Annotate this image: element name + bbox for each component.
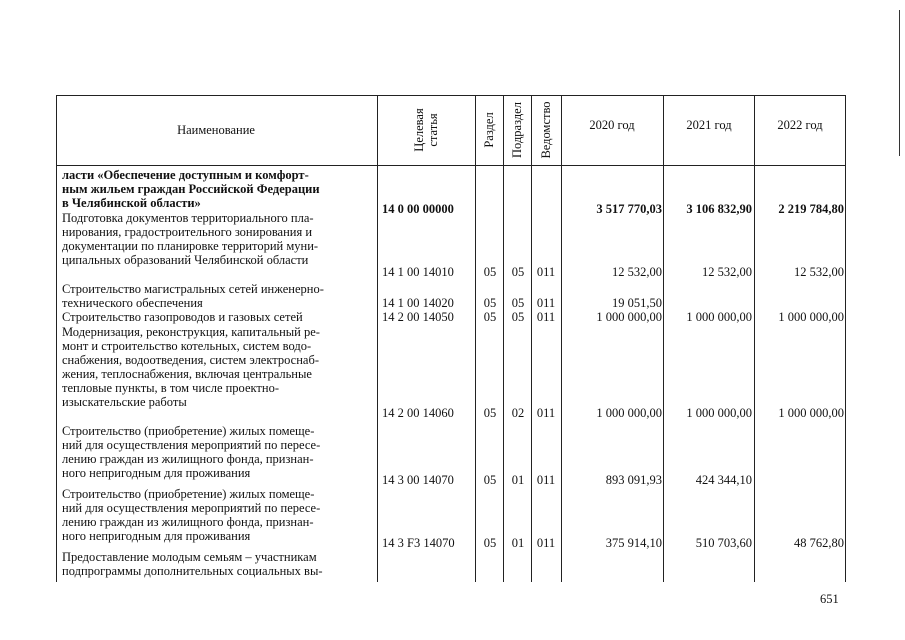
row-1-2021: 12 532,00 — [702, 265, 752, 279]
table-top-border — [56, 95, 845, 96]
row-4-vedomstvo: 011 — [536, 406, 556, 420]
row-3-vedomstvo: 011 — [536, 310, 556, 324]
row-5-name-line: ний для осуществления мероприятий по пересе- — [62, 438, 321, 453]
row-5-2021: 424 344,10 — [695, 473, 752, 487]
row-7-name-line: подпрограммы дополнительных социальных вы- — [62, 564, 323, 579]
row-0-2022: 2 219 784,80 — [778, 202, 844, 216]
row-2-name — [62, 282, 362, 310]
row-0-2020: 3 517 770,03 — [596, 202, 662, 216]
row-6-name-line: Строительство (приобретение) жилых помеще- — [62, 487, 315, 501]
row-4-name-line: изыскательские работы — [62, 395, 187, 410]
row-6-name-line: лению граждан из жилищного фонда, признан- — [62, 515, 314, 530]
scan-edge-mark — [899, 10, 900, 156]
row-1-name-line: документации по планировке территорий муни- — [62, 239, 319, 254]
column-divider-2022 — [754, 95, 755, 582]
header-code — [412, 108, 440, 151]
row-2-name-line: технического обеспечения — [62, 296, 203, 311]
column-divider-razdel — [475, 95, 476, 582]
row-1-razdel: 05 — [483, 265, 497, 279]
row-1-name-line: ципальных образований Челябинской области — [62, 253, 309, 268]
row-1-code: 14 1 00 14010 — [382, 265, 454, 279]
row-4-2021: 1 000 000,00 — [686, 406, 752, 420]
row-1-vedomstvo: 011 — [536, 265, 556, 279]
header-2022: 2022 год — [777, 118, 823, 132]
row-0-name-line: ласти «Обеспечение доступным и комфорт- — [62, 168, 309, 182]
header-code-line1: Целевая — [412, 108, 426, 152]
row-4-name-line: жения, теплоснабжения, включая центральные — [62, 367, 312, 382]
row-6-2020: 375 914,10 — [605, 536, 662, 550]
row-3-podrazdel: 05 — [511, 310, 525, 324]
row-7-name — [62, 550, 362, 578]
row-3-2022: 1 000 000,00 — [778, 310, 844, 324]
row-3-2021: 1 000 000,00 — [686, 310, 752, 324]
row-5-name-line: лению граждан из жилищного фонда, признан- — [62, 452, 314, 467]
row-2-code: 14 1 00 14020 — [382, 296, 454, 310]
header-name: Наименование — [177, 123, 255, 137]
row-6-2021: 510 703,60 — [695, 536, 752, 550]
row-5-2020: 893 091,93 — [605, 473, 662, 487]
row-2-razdel: 05 — [483, 296, 497, 310]
header-podrazdel: Подраздел — [510, 102, 524, 158]
header-code-line2: статья — [426, 113, 440, 147]
row-6-podrazdel: 01 — [511, 536, 525, 550]
row-5-name-line: ного непригодным для проживания — [62, 466, 251, 481]
header-razdel: Раздел — [482, 112, 496, 148]
row-4-name-line: снабжения, водоотведения, систем электроснаб- — [62, 353, 319, 368]
row-4-2022: 1 000 000,00 — [778, 406, 844, 420]
column-divider-2020 — [561, 95, 562, 582]
row-3-razdel: 05 — [483, 310, 497, 324]
row-5-vedomstvo: 011 — [536, 473, 556, 487]
row-7-name-line: Предоставление молодым семьям – участникам — [62, 550, 317, 564]
column-divider-code — [377, 95, 378, 582]
row-6-code: 14 3 F3 14070 — [382, 536, 455, 550]
row-2-podrazdel: 05 — [511, 296, 525, 310]
row-4-code: 14 2 00 14060 — [382, 406, 454, 420]
row-1-2022: 12 532,00 — [794, 265, 844, 279]
row-5-name-line: Строительство (приобретение) жилых помеще- — [62, 424, 315, 438]
row-6-name-line: ний для осуществления мероприятий по пересе- — [62, 501, 321, 516]
row-4-podrazdel: 02 — [511, 406, 525, 420]
row-0-code: 14 0 00 00000 — [382, 202, 454, 216]
header-bottom-border — [56, 165, 845, 166]
row-6-razdel: 05 — [483, 536, 497, 550]
row-5-name — [62, 424, 362, 480]
header-vedomstvo: Ведомство — [539, 101, 553, 159]
column-divider-podrazdel — [503, 95, 504, 582]
table-right-border — [845, 95, 846, 582]
row-5-podrazdel: 01 — [511, 473, 525, 487]
row-4-2020: 1 000 000,00 — [596, 406, 662, 420]
row-0-2021: 3 106 832,90 — [686, 202, 752, 216]
row-6-2022: 48 762,80 — [794, 536, 844, 550]
row-4-name-line: монт и строительство котельных, систем водо- — [62, 339, 312, 354]
row-4-name — [62, 325, 362, 410]
row-5-code: 14 3 00 14070 — [382, 473, 454, 487]
row-5-razdel: 05 — [483, 473, 497, 487]
row-1-name-line: нирования, градостроительного зонирования и — [62, 225, 313, 240]
row-3-name — [62, 310, 362, 324]
row-6-vedomstvo: 011 — [536, 536, 556, 550]
page-number: 651 — [820, 592, 839, 606]
row-0-name-line: в Челябинской области» — [62, 196, 201, 211]
row-4-name-line: Модернизация, реконструкция, капитальный ре- — [62, 325, 320, 339]
row-3-2020: 1 000 000,00 — [596, 310, 662, 324]
row-6-name — [62, 487, 362, 543]
row-2-vedomstvo: 011 — [536, 296, 556, 310]
row-3-code: 14 2 00 14050 — [382, 310, 454, 324]
row-4-razdel: 05 — [483, 406, 497, 420]
row-0-name-line: ным жильем граждан Российской Федерации — [62, 182, 320, 197]
row-4-name-line: тепловые пункты, в том числе проектно- — [62, 381, 279, 396]
row-1-name — [62, 211, 362, 267]
row-2-2020: 19 051,50 — [612, 296, 662, 310]
column-divider-2021 — [663, 95, 664, 582]
row-6-name-line: ного непригодным для проживания — [62, 529, 251, 544]
row-0-name — [62, 168, 362, 210]
header-2021: 2021 год — [686, 118, 732, 132]
header-2020: 2020 год — [589, 118, 635, 132]
row-3-name-line: Строительство газопроводов и газовых сетей — [62, 310, 303, 324]
row-1-podrazdel: 05 — [511, 265, 525, 279]
table-left-border — [56, 95, 57, 582]
row-1-2020: 12 532,00 — [612, 265, 662, 279]
column-divider-vedomstvo — [531, 95, 532, 582]
row-1-name-line: Подготовка документов территориального пла- — [62, 211, 314, 225]
row-2-name-line: Строительство магистральных сетей инженерно- — [62, 282, 324, 296]
